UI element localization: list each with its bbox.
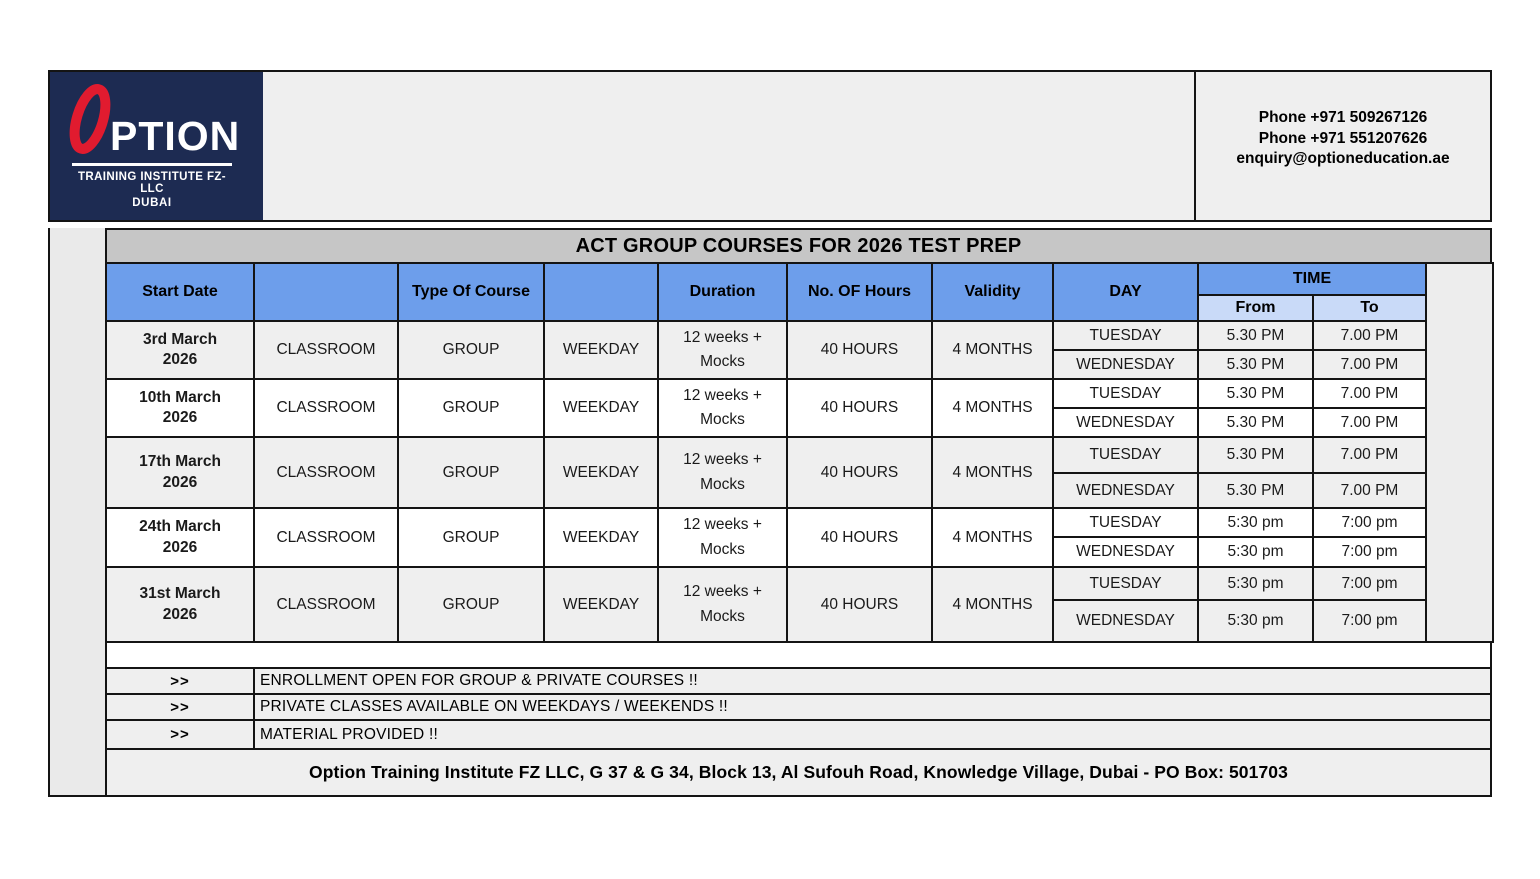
hours-cell: 40 HOURS xyxy=(787,508,932,567)
start-date-cell xyxy=(106,508,254,567)
mode-cell: CLASSROOM xyxy=(254,567,398,642)
duration-text: 12 weeks + Mocks xyxy=(683,451,762,493)
col-header-time: TIME xyxy=(1198,263,1426,295)
logo-wordmark xyxy=(66,79,253,159)
table-row xyxy=(106,508,1493,537)
document-sheet xyxy=(48,70,1492,797)
course-type-cell: GROUP xyxy=(398,567,544,642)
mode-cell: CLASSROOM xyxy=(254,321,398,379)
time-from-cell: 5.30 PM xyxy=(1198,321,1313,350)
duration-text: 12 weeks + Mocks xyxy=(683,328,762,370)
duration-cell xyxy=(658,321,787,379)
duration-text: 12 weeks + Mocks xyxy=(683,386,762,428)
main-content xyxy=(105,228,1492,797)
table-row xyxy=(106,321,1493,350)
duration-text: 12 weeks + Mocks xyxy=(683,516,762,558)
empty-right-column xyxy=(1426,263,1493,642)
day-cell: WEDNESDAY xyxy=(1053,600,1198,642)
col-header-from: From xyxy=(1198,295,1313,321)
time-to-cell: 7:00 pm xyxy=(1313,508,1426,537)
table-header-row xyxy=(106,263,1493,295)
time-from-cell: 5:30 pm xyxy=(1198,508,1313,537)
note-row xyxy=(106,668,1491,694)
day-cell: WEDNESDAY xyxy=(1053,350,1198,379)
time-from-cell: 5:30 pm xyxy=(1198,600,1313,642)
col-header-blank-2 xyxy=(544,263,658,321)
note-row xyxy=(106,694,1491,720)
header-band-spacer xyxy=(263,72,1194,220)
start-date-cell xyxy=(106,379,254,437)
col-header-hours: No. OF Hours xyxy=(787,263,932,321)
option-logo-o-icon xyxy=(66,79,114,159)
time-to-cell: 7:00 pm xyxy=(1313,567,1426,600)
left-margin-strip xyxy=(48,228,105,797)
day-cell: TUESDAY xyxy=(1053,437,1198,473)
time-from-cell: 5.30 PM xyxy=(1198,437,1313,473)
header-band xyxy=(48,70,1492,222)
col-header-type-of-course: Type Of Course xyxy=(398,263,544,321)
course-type-cell: GROUP xyxy=(398,437,544,508)
hours-cell: 40 HOURS xyxy=(787,437,932,508)
time-from-cell: 5.30 PM xyxy=(1198,379,1313,408)
note-bullet: >> xyxy=(106,668,254,694)
course-type-cell: GROUP xyxy=(398,508,544,567)
duration-cell xyxy=(658,567,787,642)
note-bullet: >> xyxy=(106,720,254,749)
time-from-cell: 5:30 pm xyxy=(1198,567,1313,600)
validity-cell: 4 MONTHS xyxy=(932,321,1053,379)
day-cell: WEDNESDAY xyxy=(1053,408,1198,437)
duration-cell xyxy=(658,508,787,567)
col-header-start-date: Start Date xyxy=(106,263,254,321)
time-to-cell: 7.00 PM xyxy=(1313,437,1426,473)
phone-number-2: Phone +971 551207626 xyxy=(1258,129,1428,147)
table-row xyxy=(106,379,1493,408)
time-to-cell: 7.00 PM xyxy=(1313,473,1426,508)
hours-cell: 40 HOURS xyxy=(787,567,932,642)
mode-cell: CLASSROOM xyxy=(254,379,398,437)
start-date-cell xyxy=(106,567,254,642)
note-text: MATERIAL PROVIDED !! xyxy=(254,720,1491,749)
validity-cell: 4 MONTHS xyxy=(932,567,1053,642)
page-title: ACT GROUP COURSES FOR 2026 TEST PREP xyxy=(105,228,1492,264)
table-row xyxy=(106,437,1493,473)
col-header-to: To xyxy=(1313,295,1426,321)
notes-table xyxy=(105,667,1492,750)
start-date-text: 31st March 2026 xyxy=(139,585,221,623)
schedule-type-cell: WEEKDAY xyxy=(544,508,658,567)
duration-text: 12 weeks + Mocks xyxy=(683,583,762,625)
content-row xyxy=(48,228,1492,797)
start-date-text: 3rd March 2026 xyxy=(142,330,218,368)
time-to-cell: 7:00 pm xyxy=(1313,600,1426,642)
logo-subtitle: TRAINING INSTITUTE FZ-LLC xyxy=(77,171,227,195)
hours-cell: 40 HOURS xyxy=(787,379,932,437)
time-from-cell: 5.30 PM xyxy=(1198,408,1313,437)
time-to-cell: 7.00 PM xyxy=(1313,350,1426,379)
validity-cell: 4 MONTHS xyxy=(932,379,1053,437)
start-date-text: 10th March 2026 xyxy=(139,388,221,426)
time-to-cell: 7.00 PM xyxy=(1313,408,1426,437)
time-from-cell: 5:30 pm xyxy=(1198,537,1313,567)
schedule-type-cell: WEEKDAY xyxy=(544,321,658,379)
time-to-cell: 7.00 PM xyxy=(1313,379,1426,408)
logo-city: DUBAI xyxy=(132,197,172,209)
footer-address: Option Training Institute FZ LLC, G 37 & G 34, Block 13, Al Sufouh Road, Knowledge Village, Dubai - PO Box: 501703 xyxy=(105,748,1492,797)
note-text: ENROLLMENT OPEN FOR GROUP & PRIVATE COURSES !! xyxy=(254,668,1491,694)
mode-cell: CLASSROOM xyxy=(254,508,398,567)
table-row xyxy=(106,567,1493,600)
time-from-cell: 5.30 PM xyxy=(1198,473,1313,508)
duration-cell xyxy=(658,437,787,508)
course-type-cell: GROUP xyxy=(398,321,544,379)
col-header-day: DAY xyxy=(1053,263,1198,321)
start-date-cell xyxy=(106,321,254,379)
note-text: PRIVATE CLASSES AVAILABLE ON WEEKDAYS / WEEKENDS !! xyxy=(254,694,1491,720)
col-header-duration: Duration xyxy=(658,263,787,321)
day-cell: WEDNESDAY xyxy=(1053,537,1198,567)
day-cell: WEDNESDAY xyxy=(1053,473,1198,508)
start-date-text: 17th March 2026 xyxy=(139,453,221,491)
schedule-type-cell: WEEKDAY xyxy=(544,437,658,508)
note-bullet: >> xyxy=(106,694,254,720)
col-header-blank-1 xyxy=(254,263,398,321)
spacer-row xyxy=(105,643,1492,667)
contact-email: enquiry@optioneducation.ae xyxy=(1236,150,1450,168)
day-cell: TUESDAY xyxy=(1053,508,1198,537)
time-from-cell: 5.30 PM xyxy=(1198,350,1313,379)
logo-underline xyxy=(72,163,232,166)
logo-brand-text: PTION xyxy=(110,113,241,159)
course-type-cell: GROUP xyxy=(398,379,544,437)
day-cell: TUESDAY xyxy=(1053,321,1198,350)
mode-cell: CLASSROOM xyxy=(254,437,398,508)
duration-cell xyxy=(658,379,787,437)
logo xyxy=(50,72,263,220)
day-cell: TUESDAY xyxy=(1053,379,1198,408)
day-cell: TUESDAY xyxy=(1053,567,1198,600)
schedule-type-cell: WEEKDAY xyxy=(544,567,658,642)
time-to-cell: 7.00 PM xyxy=(1313,321,1426,350)
schedule-type-cell: WEEKDAY xyxy=(544,379,658,437)
hours-cell: 40 HOURS xyxy=(787,321,932,379)
course-schedule-table xyxy=(105,262,1494,643)
start-date-text: 24th March 2026 xyxy=(139,518,221,556)
col-header-validity: Validity xyxy=(932,263,1053,321)
validity-cell: 4 MONTHS xyxy=(932,437,1053,508)
validity-cell: 4 MONTHS xyxy=(932,508,1053,567)
time-to-cell: 7:00 pm xyxy=(1313,537,1426,567)
start-date-cell xyxy=(106,437,254,508)
contact-block xyxy=(1194,72,1490,220)
phone-number-1: Phone +971 509267126 xyxy=(1258,108,1428,126)
note-row xyxy=(106,720,1491,749)
